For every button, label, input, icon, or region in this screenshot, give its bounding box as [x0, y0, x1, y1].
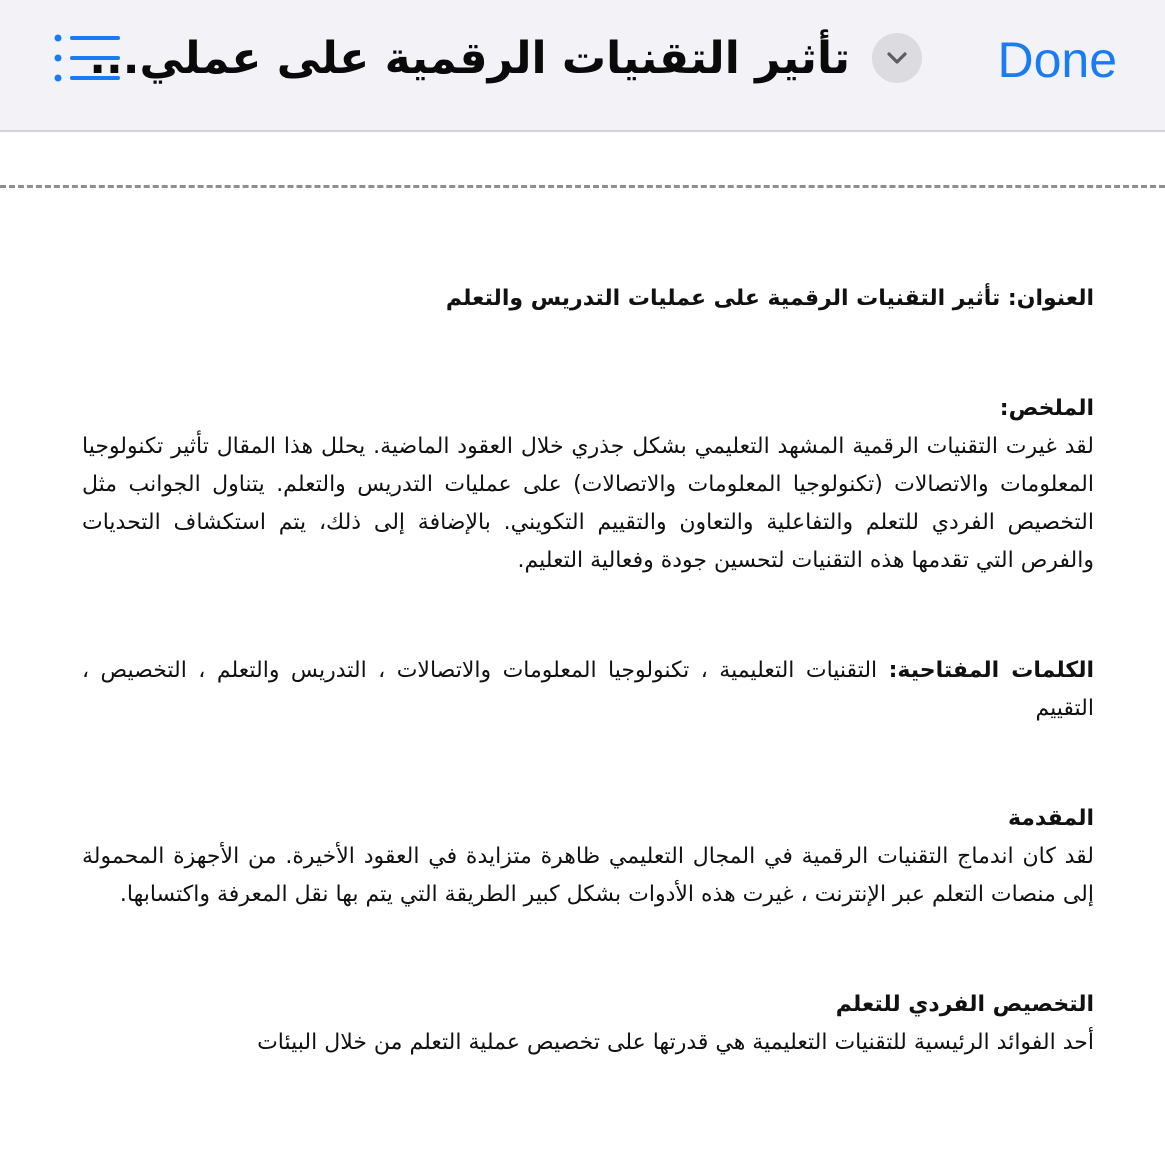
keywords-paragraph: [82, 652, 1094, 728]
top-toolbar: [0, 0, 1165, 132]
chevron-down-icon: [886, 51, 908, 65]
abstract-heading: الملخص:: [999, 396, 1094, 421]
intro-paragraph: لقد كان اندماج التقنيات الرقمية في المجال التعليمي ظاهرة متزايدة في العقود الأخيرة. من الأجهزة المحمولة إلى منصات التعلم عبر الإنترنت ، غيرت هذه الأدوات بشكل كبير الطريقة التي يتم بها نقل المعرفة واكتسابها.: [82, 844, 1094, 907]
abstract-paragraph: لقد غيرت التقنيات الرقمية المشهد التعليمي بشكل جذري خلال العقود الماضية. يحلل هذا المقال تأثير تكنولوجيا المعلومات والاتصالات (تكنولوجيا المعلومات والاتصالات) على عمليات التدريس والتعلم. يتناول الجوانب مثل التخصيص الفردي للتعلم والتفاعلية والتعاون والتقييم التكويني. بالإضافة إلى ذلك، يتم استكشاف التحديات والفرص التي تقدمها هذه التقنيات لتحسين جودة وفعالية التعليم.: [82, 434, 1094, 573]
document-title[interactable]: تأثير التقنيات الرقمية على عملي...: [89, 33, 850, 84]
document-title-line: [82, 280, 1094, 318]
title-text: تأثير التقنيات الرقمية على عمليات التدريس والتعلم: [445, 286, 1008, 311]
title-label: العنوان:: [1007, 286, 1094, 311]
intro-heading: المقدمة: [1007, 806, 1094, 831]
page-boundary-divider: [0, 185, 1165, 188]
keywords-text: التقنيات التعليمية ، تكنولوجيا المعلومات والاتصالات ، التدريس والتعلم ، التخصيص ، التقييم: [82, 658, 1094, 721]
title-menu-button[interactable]: [872, 33, 922, 83]
personalization-paragraph: أحد الفوائد الرئيسية للتقنيات التعليمية هي قدرتها على تخصيص عملية التعلم من خلال البيئات: [257, 1030, 1094, 1055]
done-button[interactable]: Done: [997, 32, 1117, 88]
keywords-label: الكلمات المفتاحية:: [888, 658, 1094, 683]
personalization-heading: التخصيص الفردي للتعلم: [835, 992, 1094, 1017]
document-body: [82, 280, 1094, 1062]
